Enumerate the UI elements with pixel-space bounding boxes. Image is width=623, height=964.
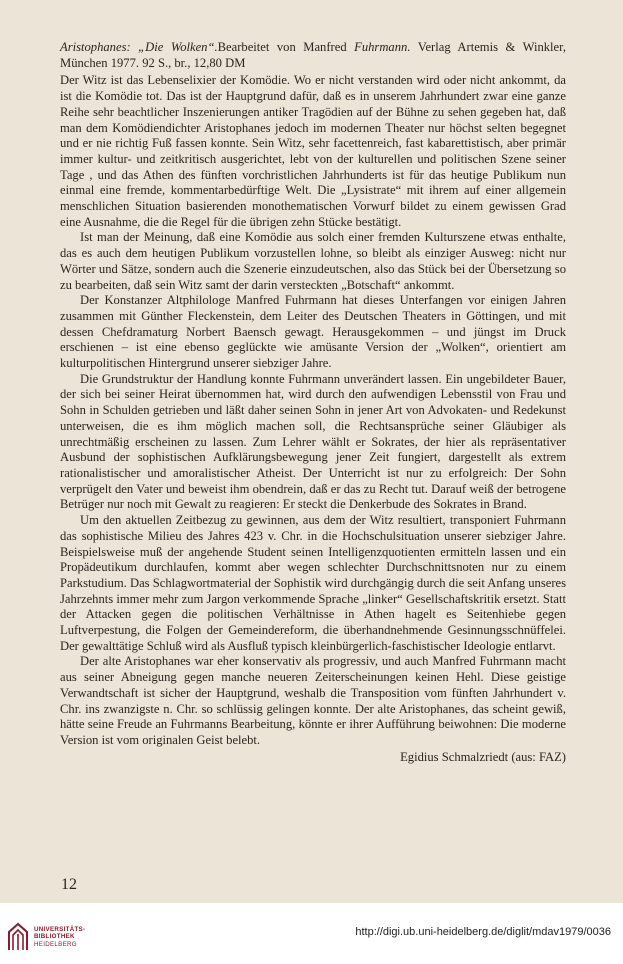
editor-name: Fuhrmann. — [354, 40, 411, 54]
source-url-link[interactable]: http://digi.ub.uni-heidelberg.de/diglit/mdav1979/0036 — [355, 926, 611, 938]
paragraph: Der alte Aristophanes war eher konservativ als progressiv, und auch Manfred Fuhrmann macht aus seiner Abneigung gegen manche neueren Zeiterscheinungen keinen Hehl. Diese geistige Verwandtschaft ist sicher der Hauptgrund, weshalb die Transposition vom fünften Jahrhundert v. Chr. ins zwanzigste n. Chr. so schlüssig gelingen konnte. Der alte Aristophanes, das scheint gewiß, hätte seine Freude an Fuhrmanns Bearbeitung, könnte er ihrer Aufführung beiwohnen: Die moderne Version ist vom originalen Geist belebt. — [60, 654, 566, 747]
header-edited-by: Bearbeitet von Manfred — [217, 40, 355, 54]
paragraph: Die Grundstruktur der Handlung konnte Fuhrmann unverändert lassen. Ein ungebildeter Bauer, der sich bei seiner Heirat übernommen hat, wird durch den aufwendigen Lebensstil von Frau und Sohn in Schulden getrieben und läßt daher seinen Sohn in jener Art von Advokaten- und Redekunst unterweisen, die es ihm möglich machen soll, die Rechtsansprüche seiner Gläubiger als unrechtmäßig erscheinen zu lassen. Zum Lehrer wählt er Sokrates, der hier als repräsentativer Ausbund der sophistischen Aufklärungsbewegung jener Zeit fungiert, dargestellt als extrem rationalistischer und amoralistischer Atheist. Der Unterricht ist nur zu erfolgreich: Der Sohn verprügelt den Vater und beweist ihm obendrein, daß er das zu Recht tut. Darauf weiß der betrogene Betrüger nur noch mit Gewalt zu reagieren: Er steckt die Denkerbude des Sokrates in Brand. — [60, 371, 566, 512]
library-name-line: BIBLIOTHEK — [34, 933, 75, 941]
book-title: Aristophanes: „Die Wolken“. — [60, 40, 218, 54]
review-header — [60, 40, 566, 71]
review-signature: Egidius Schmalzriedt (aus: FAZ) — [400, 749, 566, 764]
review-text — [60, 40, 566, 778]
paragraph: Der Konstanzer Altphilologe Manfred Fuhrmann hat dieses Unterfangen vor einigen Jahren zusammen mit Günther Fleckenstein, dem Leiter des Deutschen Theaters in Göttingen, und mit dessen Chefdramaturg Norbert Baensch gewagt. Herausgekommen – und jüngst im Druck erschienen – ist eine ebenso geglückte wie amüsante Version der „Wolken“, orientiert am kulturpolitischen Hintergrund unserer siebziger Jahre. — [60, 293, 566, 371]
library-logo-icon — [7, 922, 29, 952]
paragraph: Ist man der Meinung, daß eine Komödie aus solch einer fremden Kulturszene etwas enthalte, das es auch dem heutigen Publikum vorzustellen lohne, so bleibt als einziger Ausweg: nicht nur Wörter und Sätze, sondern auch die Szenerie einzudeutschen, also das Stück bei der Übersetzung so zu bearbeiten, daß sein Witz samt der darin versteckten „Botschaft“ ankommt. — [60, 230, 566, 292]
library-name-line: UNIVERSITÄTS- — [34, 926, 86, 933]
library-name — [34, 926, 85, 948]
paragraph: Um den aktuellen Zeitbezug zu gewinnen, aus dem der Witz resultiert, transponiert Fuhrmann das sophistische Milieu des Jahres 423 v. Chr. in die Hochschulsituation unserer siebziger Jahre. Beispielsweise muß der angehende Student seinen Intelligenzquotienten ermitteln lassen und ein Propädeutikum durchlaufen, kommt aber wegen schlechter Durchschnittsnoten nur zu einem Parkstudium. Das Schlagwortmaterial der Sophistik wird durchgängig durch die seit Anfang unseres Jahrzehnts immer mehr zum Jargon verkommende Sprache „linker“ Gesellschaftskritik ersetzt. Statt der Attacken gegen die politischen Verhältnisse in Athen hagelt es Seitenhiebe gegen Luftverpestung, die Folgen der Gemeindereform, die überhandnehmende Gesinnungsschnüffelei. Der gewalttätige Schluß wird als Ausfluß typisch kleinbürgerlich-faschistischer Ideologie entlarvt. — [60, 513, 566, 653]
page-number: 12 — [61, 876, 77, 893]
publisher-info: Verlag Artemis & Winkler, München 1977. 92 S., br., 12,80 DM — [60, 40, 566, 70]
paragraph: Der Witz ist das Lebenselixier der Komödie. Wo er nicht verstanden wird oder nicht ankommt, da ist die Komödie tot. Das ist der Hauptgrund dafür, daß es in unserem Jahrhundert zwar eine ganze Reihe sehr beachtlicher Inszenierungen antiker Tragödien auf der Bühne zu sehen gegeben hat, daß man dem Komödiendichter Aristophanes jedoch im modernen Theater nur höchst selten begegnet und er nie richtig Fuß fassen konnte. Sein Witz, sehr facettenreich, fast kabarettistisch, aber primär immer kultur- und zeitkritisch ausgerichtet, lebt von der kulturellen und politischen Szene seiner Tage , und das Athen des fünften vorchristlichen Jahrhunderts ist für das heutige Publikum nun einmal eine fremde, kommentarbedürftige Welt. Die „Lysistrate“ mit ihrem auf einer allgemein menschlichen Situation basierenden monothematischen Vorwurf bildet zu einem gewissen Grad eine Ausnahme, die die Regel für die übrigen zehn Stücke bestätigt. — [60, 73, 566, 229]
library-name-line: HEIDELBERG — [34, 940, 77, 948]
